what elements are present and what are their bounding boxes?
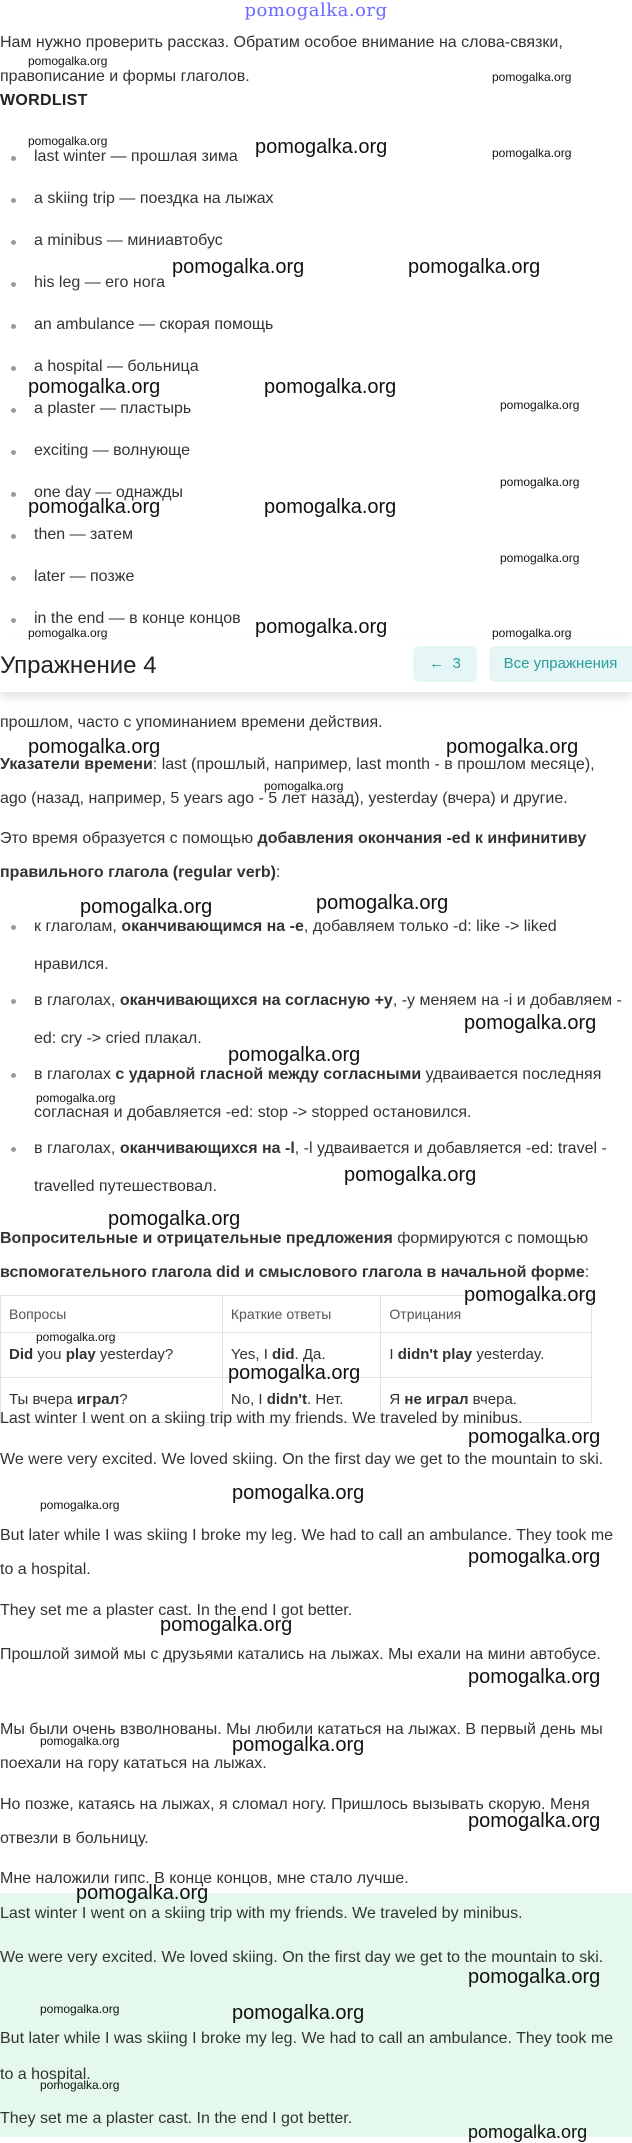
formation-bold: добавления окончания -ed к инфинитиву правильного глагола (regular verb)	[0, 830, 587, 881]
list-item: one day — однажды	[0, 476, 600, 518]
cell-text: I	[389, 1346, 398, 1363]
cell-bold: Did	[9, 1346, 34, 1363]
rule-item	[0, 908, 632, 982]
watermark: pomogalka.org	[468, 1810, 601, 1832]
watermark: pomogalka.org	[232, 1482, 365, 1504]
list-item: a plaster — пластырь	[0, 392, 600, 434]
cell-text: yesterday.	[472, 1346, 545, 1363]
story-ru-paragraph: Мне наложили гипс. В конце концов, мне стало лучше.	[0, 1870, 409, 1887]
rule-text: , добавляем только -d: like -> liked нравился.	[34, 918, 557, 973]
list-item: exciting — волнующе	[0, 434, 600, 476]
rule-bold: оканчивающихся на -l	[119, 1140, 295, 1157]
answer-paragraph: But later while I was skiing I broke my leg. We had to call an ambulance. They took me to a hospital.	[0, 2030, 614, 2083]
cell-text: вчера.	[468, 1391, 517, 1408]
watermark: pomogalka.org	[446, 736, 579, 758]
watermark: pomogalka.org	[468, 2122, 588, 2142]
answer-paragraph: They set me a plaster cast. In the end I got better.	[0, 2110, 353, 2127]
watermark: pomogalka.org	[500, 551, 580, 565]
rule-text: к глаголам,	[34, 918, 122, 935]
questions-mid: формируются с помощью	[392, 1230, 589, 1247]
rule-bold: с ударной гласной между согласными	[115, 1066, 422, 1083]
watermark: pomogalka.org	[228, 1044, 361, 1066]
cell-bold: did	[272, 1346, 295, 1363]
story-ru-paragraph: Прошлой зимой мы с друзьями катались на лыжах. Мы ехали на мини автобусе.	[0, 1646, 601, 1663]
table-header: Отрицания	[381, 1296, 592, 1333]
prev-exercise-label: 3	[452, 655, 461, 672]
all-exercises-button[interactable]: Все упражнения	[489, 646, 632, 682]
rule-text: , -y меняем на -i и добавляем -ed: cry -> cried плакал.	[34, 992, 622, 1047]
questions-bold: Вопросительные и отрицательные предложения	[0, 1230, 393, 1247]
watermark: pomogalka.org	[28, 134, 108, 148]
wordlist-heading: WORDLIST	[0, 92, 88, 109]
watermark: pomogalka.org	[500, 398, 580, 412]
watermark: pomogalka.org	[492, 626, 572, 640]
rule-text: в глаголах,	[34, 1140, 120, 1157]
formation-start: Это время образуется с помощью	[0, 830, 258, 847]
time-markers-label: Указатели времени	[0, 756, 153, 773]
watermark: pomogalka.org	[40, 1498, 120, 1512]
cell-text: yesterday?	[95, 1346, 174, 1363]
grammar-line-top: прошлом, часто с упоминанием времени действия.	[0, 714, 383, 731]
cell-text: . Да.	[294, 1346, 326, 1363]
list-item: his leg — его нога	[0, 266, 600, 308]
cell-bold: didn't	[266, 1391, 307, 1408]
arrow-left-icon: ←	[429, 655, 445, 672]
watermark: pomogalka.org	[76, 1882, 209, 1904]
watermark: pomogalka.org	[255, 136, 388, 158]
watermark: pomogalka.org	[264, 779, 344, 793]
cell-text: Я	[389, 1391, 405, 1408]
watermark: pomogalka.org	[28, 626, 108, 640]
table-header: Вопросы	[1, 1296, 223, 1333]
watermark: pomogalka.org	[316, 892, 449, 914]
table-header: Краткие ответы	[222, 1296, 381, 1333]
rule-item	[0, 1130, 632, 1204]
watermark: pomogalka.org	[344, 1164, 477, 1186]
watermark: pomogalka.org	[28, 496, 161, 518]
cell-text: Ты вчера	[9, 1391, 77, 1408]
rule-text: , -l удваивается и добавляется -ed: travel - travelled путешествовал.	[34, 1140, 607, 1195]
watermark: pomogalka.org	[28, 54, 108, 68]
cell-bold: didn't play	[397, 1346, 473, 1363]
list-item: later — позже	[0, 560, 600, 602]
watermark: pomogalka.org	[492, 146, 572, 160]
watermark: pomogalka.org	[264, 376, 397, 398]
watermark: pomogalka.org	[468, 1546, 601, 1568]
watermark: pomogalka.org	[408, 256, 541, 278]
watermark: pomogalka.org	[28, 736, 161, 758]
watermark: pomogalka.org	[160, 1614, 293, 1636]
watermark: pomogalka.org	[464, 1284, 597, 1306]
story-en-paragraph: Last winter I went on a skiing trip with my friends. We traveled by minibus.	[0, 1410, 523, 1427]
cell-text: . Нет.	[306, 1391, 344, 1408]
time-markers-text: : last (прошлый, например, last month - в прошлом месяце), ago (назад, например, 5 years ago - 5 лет назад), yesterday (вчера) и другие.	[0, 756, 595, 807]
list-item: a skiing trip — поездка на лыжах	[0, 182, 600, 224]
list-item: a minibus — миниавтобус	[0, 224, 600, 266]
watermark: pomogalka.org	[40, 1734, 120, 1748]
prev-exercise-button[interactable]	[413, 646, 477, 682]
watermark: pomogalka.org	[40, 2078, 120, 2092]
questions-text	[0, 1222, 624, 1290]
list-item: a hospital — больница	[0, 350, 600, 392]
watermark: pomogalka.org	[108, 1208, 241, 1230]
story-ru-paragraph: Мы были очень взволнованы. Мы любили кататься на лыжах. В первый день мы поехали на гору кататься на лыжах.	[0, 1721, 603, 1772]
questions-end: :	[584, 1264, 590, 1281]
formation-end: :	[275, 864, 281, 881]
table-cell	[381, 1333, 592, 1378]
questions-bold2: вспомогательного глагола did и смыслового глагола в начальной форме	[0, 1264, 585, 1281]
watermark: pomogalka.org	[80, 896, 213, 918]
watermark: pomogalka.org	[232, 2002, 365, 2024]
cell-bold: не играл	[404, 1391, 469, 1408]
rule-bold: оканчивающихся на согласную +y	[119, 992, 393, 1009]
rule-text: в глаголах,	[34, 992, 120, 1009]
formation-text	[0, 822, 624, 890]
cell-text: Yes, I	[230, 1346, 273, 1363]
watermark: pomogalka.org	[255, 616, 388, 638]
story-en-paragraph: We were very excited. We loved skiing. On the first day we get to the mountain to ski.	[0, 1451, 604, 1468]
list-item: an ambulance — скорая помощь	[0, 308, 600, 350]
rule-text: в глаголах	[34, 1066, 116, 1083]
site-title[interactable]: pomogalka.org	[244, 0, 388, 21]
watermark: pomogalka.org	[492, 70, 572, 84]
watermark: pomogalka.org	[468, 1426, 601, 1448]
list-item: last winter — прошлая зима	[0, 140, 600, 182]
watermark: pomogalka.org	[468, 1966, 601, 1988]
watermark: pomogalka.org	[36, 1091, 116, 1105]
cell-bold: play	[65, 1346, 96, 1363]
story-ru-paragraph: Но позже, катаясь на лыжах, я сломал ногу. Пришлось вызывать скорую. Меня отвезли в больницу.	[0, 1796, 590, 1847]
watermark: pomogalka.org	[228, 1362, 361, 1384]
cell-text: ?	[119, 1391, 128, 1408]
list-item: then — затем	[0, 518, 600, 560]
watermark: pomogalka.org	[28, 376, 161, 398]
watermark: pomogalka.org	[40, 2002, 120, 2016]
cell-text: you	[33, 1346, 66, 1363]
rule-text: удваивается последняя согласная и добавляется -ed: stop -> stopped остановился.	[34, 1066, 602, 1121]
watermark: pomogalka.org	[500, 475, 580, 489]
watermark: pomogalka.org	[264, 496, 397, 518]
cell-text: No, I	[230, 1391, 267, 1408]
story-en-paragraph: They set me a plaster cast. In the end I got better.	[0, 1602, 353, 1619]
exercise-title: Упражнение 4	[0, 652, 157, 679]
answer-paragraph: We were very excited. We loved skiing. On the first day we get to the mountain to ski.	[0, 1949, 604, 1966]
watermark: pomogalka.org	[232, 1734, 365, 1756]
watermark: pomogalka.org	[464, 1012, 597, 1034]
answer-paragraph: Last winter I went on a skiing trip with my friends. We traveled by minibus.	[0, 1905, 523, 1922]
intro-text: Нам нужно проверить рассказ. Обратим особое внимание на слова-связки, правописание и формы глаголов.	[0, 34, 563, 85]
cell-bold: играл	[76, 1391, 120, 1408]
rule-bold: оканчивающимся на -e	[121, 918, 304, 935]
watermark: pomogalka.org	[36, 1330, 116, 1344]
watermark: pomogalka.org	[172, 256, 305, 278]
list-item: in the end — в конце концов	[0, 602, 600, 644]
watermark: pomogalka.org	[468, 1666, 601, 1688]
story-en-paragraph: But later while I was skiing I broke my leg. We had to call an ambulance. They took me to a hospital.	[0, 1527, 614, 1578]
